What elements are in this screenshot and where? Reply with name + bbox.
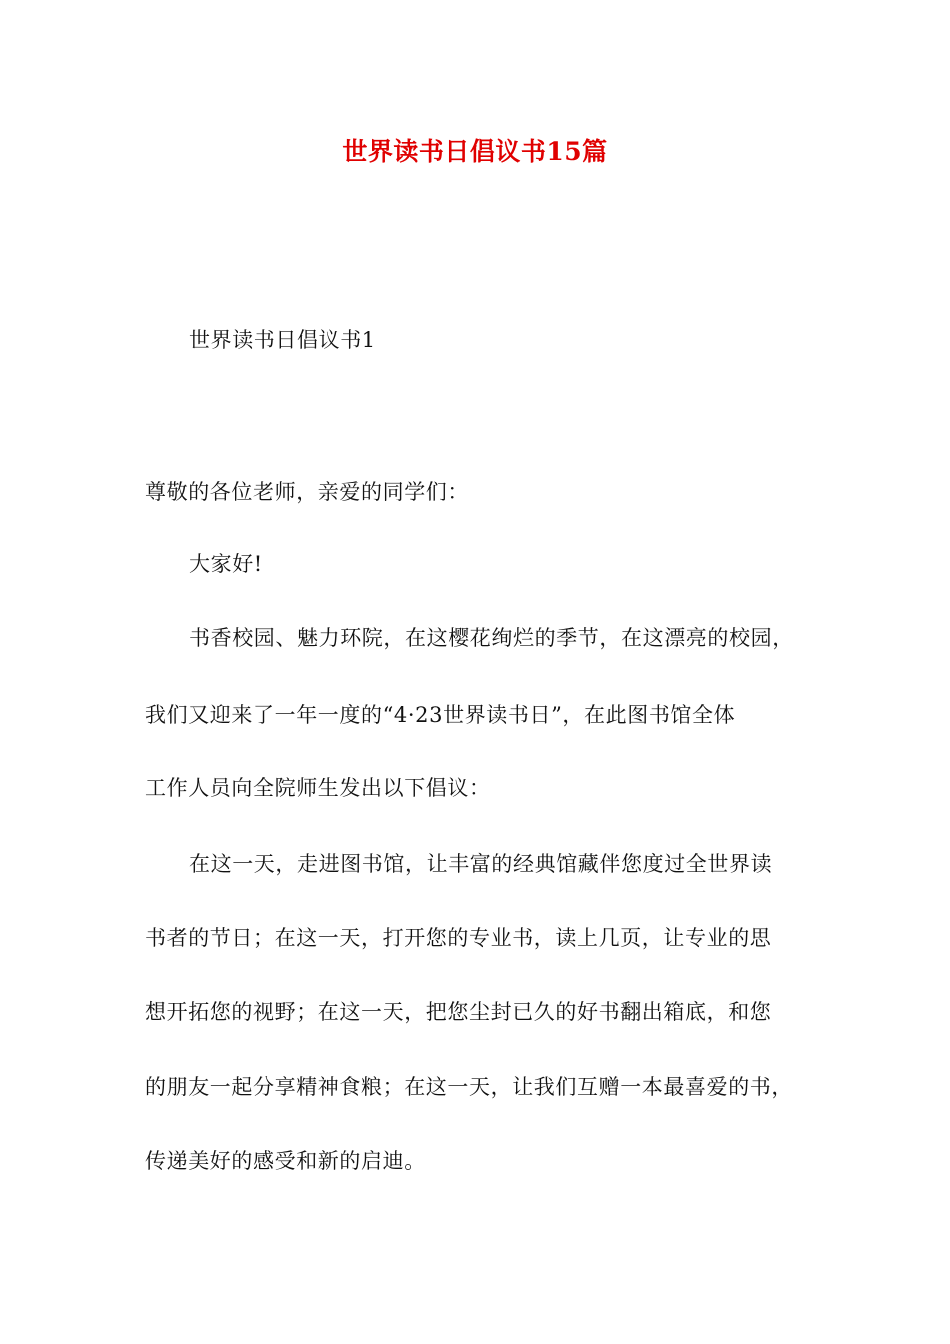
paragraph-line: 工作人员向全院师生发出以下倡议： — [145, 776, 491, 800]
paragraph-line: 的朋友一起分享精神食粮；在这一天，让我们互赠一本最喜爱的书， — [145, 1075, 793, 1099]
paragraph-line: 在这一天，走进图书馆，让丰富的经典馆藏伴您度过全世界读 — [189, 852, 773, 876]
document-title: 世界读书日倡议书15篇 — [342, 137, 608, 166]
paragraph-line: 传递美好的感受和新的启迪。 — [145, 1149, 426, 1173]
paragraph-line: 想开拓您的视野；在这一天，把您尘封已久的好书翻出箱底，和您 — [145, 1000, 772, 1024]
salutation: 尊敬的各位老师，亲爱的同学们： — [145, 480, 469, 504]
greeting: 大家好! — [189, 552, 263, 576]
paragraph-line: 书者的节日；在这一天，打开您的专业书，读上几页，让专业的思 — [145, 926, 772, 950]
paragraph-line: 我们又迎来了一年一度的“4·23世界读书日”，在此图书馆全体 — [145, 703, 736, 727]
section-heading: 世界读书日倡议书1 — [189, 328, 376, 352]
paragraph-line: 书香校园、魅力环院，在这樱花绚烂的季节，在这漂亮的校园， — [189, 626, 794, 650]
